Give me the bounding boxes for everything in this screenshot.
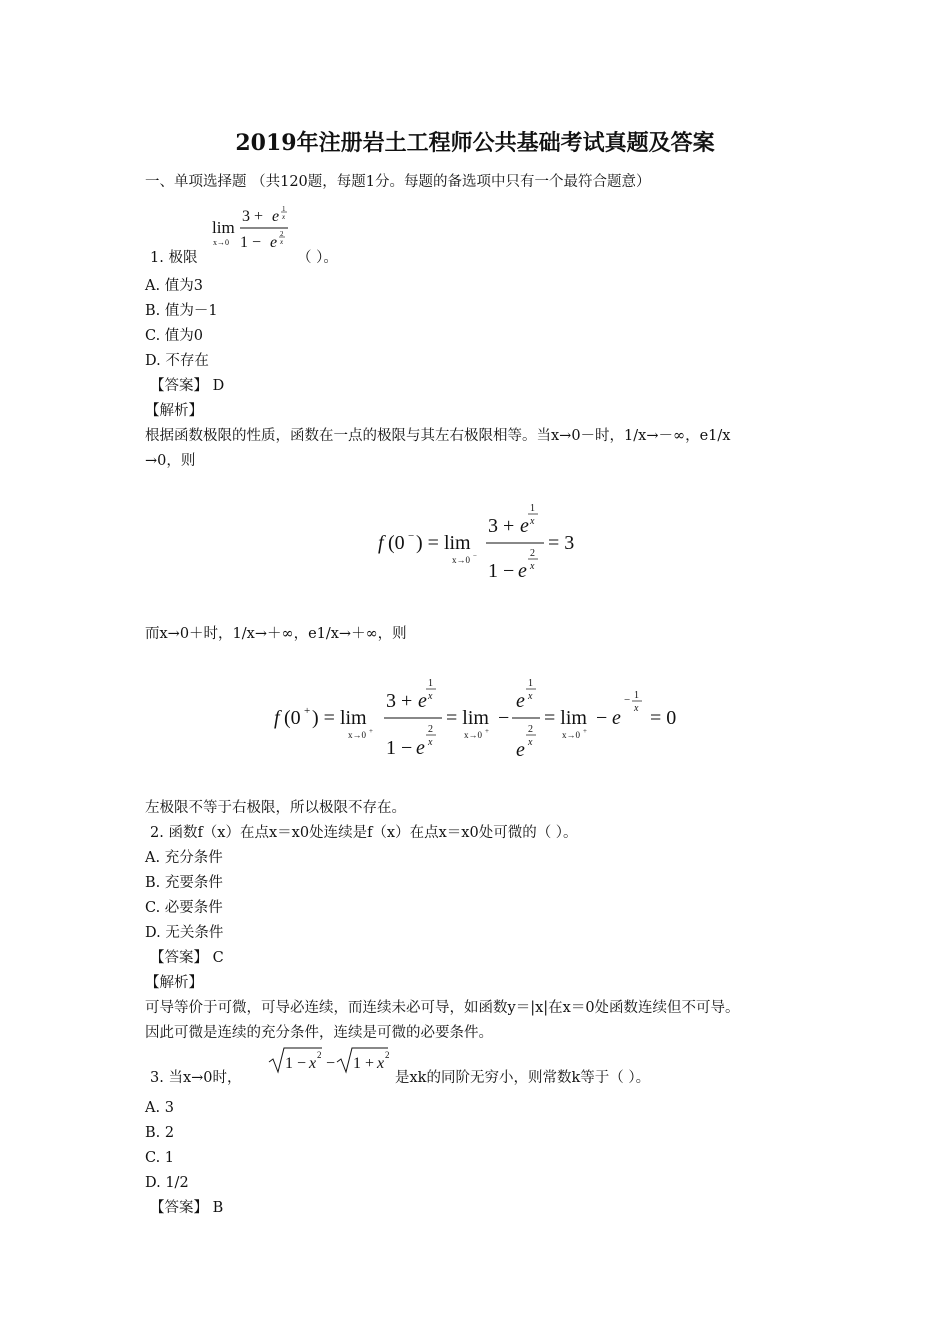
svg-text:−: − [473,552,477,560]
svg-text:) = lim: ) = lim [416,532,471,554]
svg-text:e: e [518,560,527,582]
svg-text:2: 2 [528,724,533,735]
page-title: 2019年注册岩土工程师公共基础考试真题及答案 [235,130,715,156]
q1-option-a: A. 值为3 [145,278,203,294]
q1-option-b: B. 值为－1 [145,303,218,319]
svg-text:= lim: = lim [446,707,489,729]
svg-text:1: 1 [528,678,533,689]
q1-analysis-text-3: 而x→0＋时，1/x→＋∞，e1/x→＋∞，则 [145,626,407,642]
q3-option-d: D. 1/2 [145,1175,189,1191]
svg-text:+: + [304,705,311,717]
svg-text:x: x [634,703,639,714]
q1-answer: 【答案】 D [150,378,225,394]
svg-text:2: 2 [317,1050,322,1060]
svg-text:1: 1 [634,690,639,701]
svg-text:x: x [528,737,533,748]
svg-text:x→0: x→0 [213,238,229,247]
svg-text:) = lim: ) = lim [312,707,367,729]
q3-answer: 【答案】 B [150,1200,224,1216]
svg-text:1: 1 [428,678,433,689]
svg-text:e: e [416,737,425,759]
svg-text:2: 2 [530,548,535,559]
q1-option-c: C. 值为0 [145,328,204,344]
svg-text:e: e [272,208,280,225]
svg-text:(0: (0 [388,532,405,554]
svg-text:1 +: 1 + [353,1055,375,1072]
q2-analysis-text-2: 因此可微是连续的充分条件，连续是可微的必要条件。 [145,1025,493,1041]
svg-text:1 −: 1 − [285,1055,307,1072]
svg-text:= 3: = 3 [548,532,575,554]
svg-text:+: + [369,727,373,735]
svg-text:3 +: 3 + [242,208,264,225]
q1-limit-formula [210,200,290,256]
q1-option-d: D. 不存在 [145,353,209,369]
q3-option-b: B. 2 [145,1125,175,1141]
q1-analysis-label: 【解析】 [145,403,203,419]
q1-analysis-text-1: 根据函数极限的性质，函数在一点的极限与其左右极限相等。当x→0－时，1/x→－∞，e1/x [145,428,731,444]
q2-option-b: B. 充要条件 [145,875,223,891]
svg-text:−: − [624,694,631,706]
q3-sqrt-expression [266,1044,394,1078]
left-limit-formula [376,495,576,587]
q2-analysis-text-1: 可导等价于可微，可导必连续，而连续未必可导，如函数y＝|x|在x＝0处函数连续但不可导。 [145,1000,740,1016]
svg-text:−: − [408,530,415,542]
svg-text:x: x [428,737,433,748]
q2-option-a: A. 充分条件 [145,850,223,866]
svg-text:x: x [530,516,535,527]
q3-option-a: A. 3 [145,1100,174,1116]
q1-stem: 1. 极限 [150,250,198,266]
svg-text:e: e [270,234,278,251]
svg-text:= lim: = lim [544,707,587,729]
svg-text:3 +: 3 + [488,515,515,537]
svg-text:e: e [516,739,525,761]
svg-text:x: x [282,213,286,221]
section-header: 一、单项选择题 （共120题，每题1分。每题的备选项中只有一个最符合题意） [145,174,651,190]
svg-text:e: e [520,515,529,537]
svg-text:x→0: x→0 [464,730,482,740]
svg-text:x: x [528,691,533,702]
svg-text:1 −: 1 − [240,234,262,251]
svg-text:lim: lim [212,218,235,237]
q2-option-c: C. 必要条件 [145,900,223,916]
svg-text:x→0: x→0 [452,555,470,565]
svg-text:x: x [530,561,535,572]
q1-analysis-text-2: →0，则 [145,453,196,469]
svg-text:(0: (0 [284,707,301,729]
q1-stem-tail: （ ）。 [297,250,338,266]
svg-text:x: x [377,1055,385,1072]
svg-text:x→0: x→0 [348,730,366,740]
right-limit-formula [272,670,682,766]
svg-text:x→0: x→0 [562,730,580,740]
svg-text:1 −: 1 − [386,737,413,759]
q3-stem: 3. 当x→0时， [150,1070,242,1086]
q2-stem: 2. 函数f（x）在点x＝x0处连续是f（x）在点x＝x0处可微的（ ）。 [150,825,578,841]
svg-text:f: f [378,532,384,554]
svg-text:f: f [274,707,280,729]
svg-text:x: x [280,238,284,246]
svg-text:1: 1 [530,503,535,514]
svg-text:e: e [418,690,427,712]
svg-text:+: + [583,727,587,735]
svg-text:x: x [309,1055,317,1072]
svg-text:1: 1 [282,205,286,213]
svg-text:−: − [596,707,608,729]
q3-stem-tail: 是xk的同阶无穷小，则常数k等于（ ）。 [395,1070,651,1086]
q2-analysis-label: 【解析】 [145,975,203,991]
svg-text:= 0: = 0 [650,707,677,729]
svg-text:2: 2 [280,230,284,238]
q2-option-d: D. 无关条件 [145,925,224,941]
svg-text:2: 2 [385,1050,390,1060]
svg-text:x: x [428,691,433,702]
svg-text:−: − [326,1055,336,1072]
q3-option-c: C. 1 [145,1150,175,1166]
svg-text:2: 2 [428,724,433,735]
svg-text:1 −: 1 − [488,560,515,582]
svg-text:e: e [612,707,621,729]
svg-text:e: e [516,690,525,712]
svg-text:3 +: 3 + [386,690,413,712]
svg-text:−: − [498,707,510,729]
q2-answer: 【答案】 C [150,950,224,966]
q1-conclusion: 左极限不等于右极限，所以极限不存在。 [145,800,406,816]
svg-text:+: + [485,727,489,735]
